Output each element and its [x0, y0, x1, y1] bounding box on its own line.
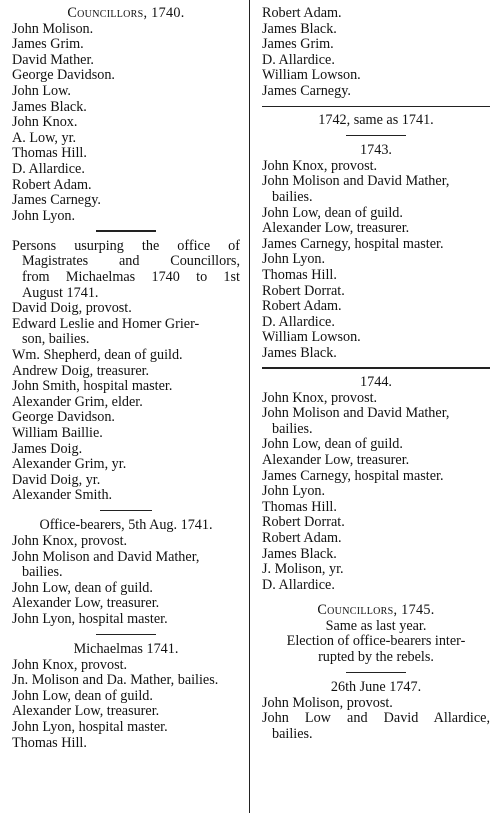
section-rule: [262, 106, 490, 108]
list-item: John Low, dean of guild.: [262, 436, 403, 453]
list-item: John Low, dean of guild.: [262, 204, 403, 221]
list-item: John Lyon, hospital master.: [12, 719, 168, 736]
list-item: bailies.: [272, 420, 313, 437]
list-item: son, bailies.: [22, 331, 90, 348]
list-item: James Black.: [262, 20, 337, 37]
list-item: D. Allardice.: [262, 576, 335, 593]
list-item: A. Low, yr.: [12, 129, 77, 146]
councillors-1740-list: [12, 22, 240, 225]
list-item: John Lyon, hospital master.: [12, 610, 168, 627]
list-item: Robert Adam.: [262, 529, 342, 546]
list-item: James Black.: [12, 98, 87, 115]
list-item: Wm. Shepherd, dean of guild.: [12, 346, 183, 363]
list-item: Thomas Hill.: [12, 145, 87, 162]
intro-line: Magistrates and Councillors,: [22, 253, 240, 270]
list-item: D. Allardice.: [262, 313, 335, 330]
year-1743-heading: 1743.: [360, 142, 392, 159]
list-item: David Mather.: [12, 51, 94, 68]
list-item: James Carnegy, hospital master.: [262, 235, 444, 252]
list-item: George Davidson.: [12, 67, 115, 84]
intro-line: Persons usurping the office of: [12, 237, 240, 254]
list-item: William Lowson.: [262, 67, 361, 84]
right-column: [262, 6, 490, 743]
section-rule: [96, 634, 156, 636]
list-item: Alexander Low, treasurer.: [262, 220, 410, 237]
michaelmas-1741-list: [12, 658, 240, 752]
aug-1741-heading: Office-bearers, 5th Aug. 1741.: [39, 517, 213, 534]
usurpers-intro: [12, 239, 240, 301]
list-item: James Black.: [262, 344, 337, 361]
list-item: William Baillie.: [12, 424, 103, 441]
year-1744-heading: 1744.: [360, 373, 392, 390]
list-item: John Lyon.: [262, 483, 326, 500]
column-divider: [249, 0, 250, 813]
list-item: Robert Dorrat.: [262, 514, 345, 531]
list-item: Robert Dorrat.: [262, 282, 345, 299]
list-item: Edward Leslie and Homer Grier-: [12, 315, 200, 332]
list-item: Alexander Low, treasurer.: [262, 451, 410, 468]
list-item: Alexander Smith.: [12, 487, 113, 504]
list-item: J. Molison, yr.: [262, 561, 344, 578]
list-item: Robert Adam.: [262, 5, 342, 21]
list-item: Alexander Low, treasurer.: [12, 595, 160, 612]
list-item: James Grim.: [262, 36, 334, 53]
michaelmas-1741-heading: Michaelmas 1741.: [73, 641, 179, 658]
list-item: Alexander Grim, elder.: [12, 393, 143, 410]
list-item: John Molison and David Mather,: [262, 405, 450, 422]
list-item: bailies.: [22, 564, 63, 581]
councillors-1740-heading: Councillors, 1740.: [67, 5, 185, 21]
june-1747-list: [262, 696, 490, 743]
left-column: [12, 6, 240, 751]
intro-line: August 1741.: [22, 284, 99, 301]
list-item: Robert Adam.: [262, 298, 342, 315]
list-item: James Grim.: [12, 36, 84, 53]
councillors-1745-note: Same as last year.: [325, 617, 427, 634]
list-item: Robert Adam.: [12, 176, 92, 193]
list-item: John Molison, provost.: [262, 694, 393, 711]
continued-1741-list: [262, 6, 490, 100]
year-1744-list: [262, 391, 490, 594]
list-item: William Lowson.: [262, 329, 361, 346]
list-item: James Carnegy.: [262, 82, 351, 99]
list-item: John Knox, provost.: [12, 533, 128, 549]
list-item: Thomas Hill.: [12, 734, 87, 751]
list-item: Thomas Hill.: [262, 266, 337, 283]
intro-line: from Michaelmas 1740 to 1st: [22, 269, 240, 285]
councillors-1745-heading: Councillors, 1745.: [317, 602, 435, 619]
list-item: James Carnegy, hospital master.: [262, 467, 444, 484]
list-item: Thomas Hill.: [262, 498, 337, 515]
list-item: John Knox.: [12, 114, 78, 131]
list-item: John Low and David Allardice,: [262, 710, 490, 727]
list-item: D. Allardice.: [12, 160, 85, 177]
usurpers-list: [12, 301, 240, 504]
list-item: John Lyon.: [12, 207, 76, 224]
list-item: John Knox, provost.: [262, 389, 378, 406]
list-item: Alexander Low, treasurer.: [12, 703, 160, 720]
list-item: James Carnegy.: [12, 192, 101, 209]
list-item: John Molison.: [12, 20, 94, 37]
list-item: John Knox, provost.: [12, 656, 128, 673]
section-rule: [346, 135, 406, 137]
list-item: John Knox, provost.: [262, 157, 378, 174]
section-rule: [100, 510, 152, 512]
june-1747-heading: 26th June 1747.: [330, 679, 422, 696]
list-item: John Molison and David Mather,: [12, 548, 200, 565]
list-item: John Smith, hospital master.: [12, 378, 173, 395]
councillors-1745-note: Election of office-bearers inter-: [286, 633, 466, 650]
list-item: Jn. Molison and Da. Mather, bailies.: [12, 672, 219, 689]
aug-1741-list: [12, 534, 240, 628]
list-item: John Low, dean of guild.: [12, 579, 153, 596]
list-item: bailies.: [272, 725, 313, 742]
section-rule: [262, 367, 490, 369]
list-item: John Molison and David Mather,: [262, 173, 450, 190]
year-1743-list: [262, 159, 490, 362]
section-rule: [96, 230, 156, 232]
list-item: Alexander Grim, yr.: [12, 456, 127, 473]
list-item: David Doig, provost.: [12, 300, 132, 317]
section-rule: [346, 672, 406, 674]
list-item: John Low, dean of guild.: [12, 687, 153, 704]
list-item: John Lyon.: [262, 251, 326, 268]
list-item: James Doig.: [12, 440, 83, 457]
list-item: bailies.: [272, 188, 313, 205]
list-item: John Low.: [12, 82, 71, 99]
list-item: James Black.: [262, 545, 337, 562]
list-item: Andrew Doig, treasurer.: [12, 362, 150, 379]
year-1742-heading: 1742, same as 1741.: [318, 112, 434, 129]
list-item: George Davidson.: [12, 409, 115, 426]
list-item: D. Allardice.: [262, 51, 335, 68]
list-item: David Doig, yr.: [12, 471, 101, 488]
councillors-1745-note: rupted by the rebels.: [318, 649, 434, 666]
